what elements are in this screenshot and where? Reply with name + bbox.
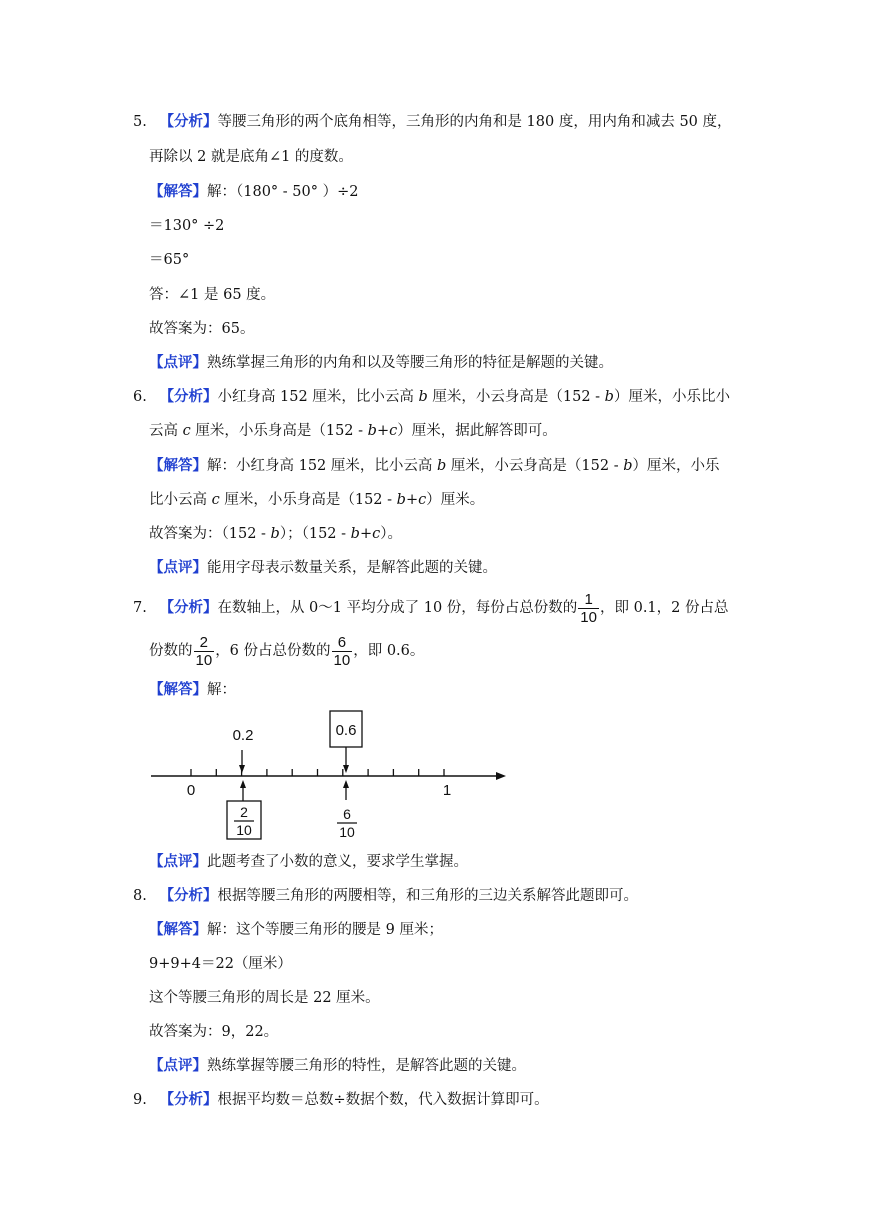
q5-solution-line1 [149,182,358,202]
analysis-tag: 【分析】 [159,388,218,405]
tick-label-one: 1 [442,782,452,799]
q6-final-answer [149,524,402,544]
q8-solution-line1 [149,920,443,940]
var-b: b [623,458,633,474]
q6-comment [149,558,497,578]
q6-analysis-text: 云高 [149,423,183,439]
q6-final-text: ）。 [380,526,402,542]
q6-solution-line2 [149,490,484,510]
solution-tag: 【解答】 [149,921,207,938]
q7-analysis-text: ，6 份占总份数的 [215,643,331,659]
q5-comment-text: 熟练掌握三角形的内角和以及等腰三角形的特征是解题的关键。 [207,355,613,371]
q8-final-answer: 故答案为：9，22。 [149,1024,279,1040]
q8-number: 8. [133,888,147,904]
q7-solution-line [149,680,236,700]
fraction-numerator: 2 [199,633,209,651]
comment-tag: 【点评】 [149,853,207,870]
q6-final-text: ）；（152 - [279,526,351,542]
q5-calc-line3: ＝65° [149,252,190,268]
tick-label-zero: 0 [186,782,196,799]
q7-solution-text: 解： [207,682,236,698]
q6-solution-text: 厘米，小乐身高是（152 - [219,492,397,508]
comment-tag: 【点评】 [149,1057,207,1074]
q8-analysis-text: 根据等腰三角形的两腰相等，和三角形的三边关系解答此题即可。 [217,888,638,904]
var-b: b [350,526,360,542]
q8-statement: 这个等腰三角形的周长是 22 厘米。 [149,990,380,1006]
up-arrow-head [240,780,246,788]
fraction-numerator: 6 [343,806,351,822]
q9-analysis-text: 根据平均数＝总数÷数据个数，代入数据计算即可。 [217,1092,549,1108]
q6-analysis-text: ）厘米，据此解答即可。 [397,423,557,439]
analysis-tag: 【分析】 [159,599,218,616]
fraction-one-tenth [578,591,599,626]
axis-arrow-head [496,772,506,780]
fraction-numerator: 6 [337,633,347,651]
q6-solution-text: 厘米，小云身高是（152 - [446,458,624,474]
fraction-denominator: 10 [195,651,213,669]
q5-analysis-line2: 再除以 2 就是底角∠1 的度数。 [149,149,353,165]
analysis-tag: 【分析】 [159,113,218,130]
comment-tag: 【点评】 [149,559,207,576]
q5-final-answer: 故答案为：65。 [149,321,255,337]
q7-analysis-line2 [149,631,424,671]
q7-comment-text: 此题考查了小数的意义，要求学生掌握。 [207,854,468,870]
q6-analysis-text: 厘米，小乐身高是（152 - [190,423,368,439]
var-c: c [372,526,381,542]
label-0-6: 0.6 [335,722,357,739]
q5-comment [149,353,613,373]
label-0-2: 0.2 [232,727,254,744]
q6-solution-text: 比小云高 [149,492,212,508]
q6-number: 6. [133,389,147,405]
q6-solution-text: ）厘米。 [426,492,485,508]
q6-analysis-line1 [133,387,730,407]
q6-final-text: 故答案为：（152 - [149,526,271,542]
fraction-denominator: 10 [236,822,252,838]
solution-tag: 【解答】 [149,457,207,474]
axis-ticks [191,769,444,776]
q8-calc: 9+9+4＝22（厘米） [149,956,292,972]
q5-number: 5. [133,114,147,130]
q7-analysis-line1 [133,588,729,628]
fraction-denominator: 10 [339,824,355,840]
down-arrow-head [239,765,245,773]
fraction-six-tenths [332,634,353,669]
q7-comment [149,852,468,872]
q8-comment [149,1056,526,1076]
analysis-tag: 【分析】 [159,887,218,904]
var-c: c [389,423,398,439]
var-b: b [437,458,447,474]
q6-solution-line1 [149,456,720,476]
q5-answer: 答：∠1 是 65 度。 [149,287,276,303]
up-arrow-head [343,780,349,788]
q5-analysis-line1 [133,112,732,132]
var-b: b [396,492,406,508]
q7-analysis-text: 在数轴上，从 0～1 平均分成了 10 份，每份占总份数的 [217,600,578,616]
q5-analysis-text1: 等腰三角形的两个底角相等，三角形的内角和是 180 度，用内角和减去 50 度， [217,114,732,130]
q6-solution-text: 解：小红身高 152 厘米，比小云高 [207,458,438,474]
var-b: b [418,389,428,405]
fraction-denominator: 10 [333,651,351,669]
analysis-tag: 【分析】 [159,1091,218,1108]
number-line-figure [148,703,513,845]
q7-analysis-text: 份数的 [149,643,193,659]
fraction-numerator: 1 [584,590,593,608]
plus-sign: + [376,423,390,439]
var-c: c [182,423,191,439]
plus-sign: + [405,492,419,508]
var-b: b [270,526,280,542]
var-b: b [604,389,614,405]
q9-number: 9. [133,1092,147,1108]
q6-analysis-line2 [149,421,557,441]
q6-comment-text: 能用字母表示数量关系，是解答此题的关键。 [207,560,497,576]
fraction-denominator: 10 [580,608,597,626]
q6-solution-text: ）厘米，小乐 [632,458,720,474]
down-arrow-head [343,765,349,773]
fraction-numerator: 2 [240,804,248,820]
q5-solution-text: 解：（180° - 50° ）÷2 [207,184,359,200]
q9-analysis-line [133,1090,549,1110]
solution-tag: 【解答】 [149,681,207,698]
q7-number: 7. [133,600,147,616]
q7-analysis-text: ，即 0.1，2 份占总 [599,600,729,616]
solution-tag: 【解答】 [149,183,207,200]
q6-analysis-text: 小红身高 152 厘米，比小云高 [217,389,419,405]
plus-sign: + [359,526,373,542]
q8-solution-text: 解：这个等腰三角形的腰是 9 厘米； [207,922,443,938]
var-c: c [211,492,220,508]
q8-comment-text: 熟练掌握等腰三角形的特性，是解答此题的关键。 [207,1058,526,1074]
q5-calc-line2: ＝130° ÷2 [149,218,225,234]
q6-analysis-text: 厘米，小云身高是（152 - [427,389,605,405]
q6-analysis-text: ）厘米，小乐比小 [613,389,730,405]
var-b: b [367,423,377,439]
comment-tag: 【点评】 [149,354,207,371]
fraction-two-tenths [194,634,215,669]
var-c: c [418,492,427,508]
q7-analysis-text: ，即 0.6。 [353,643,425,659]
q8-analysis-line [133,886,638,906]
